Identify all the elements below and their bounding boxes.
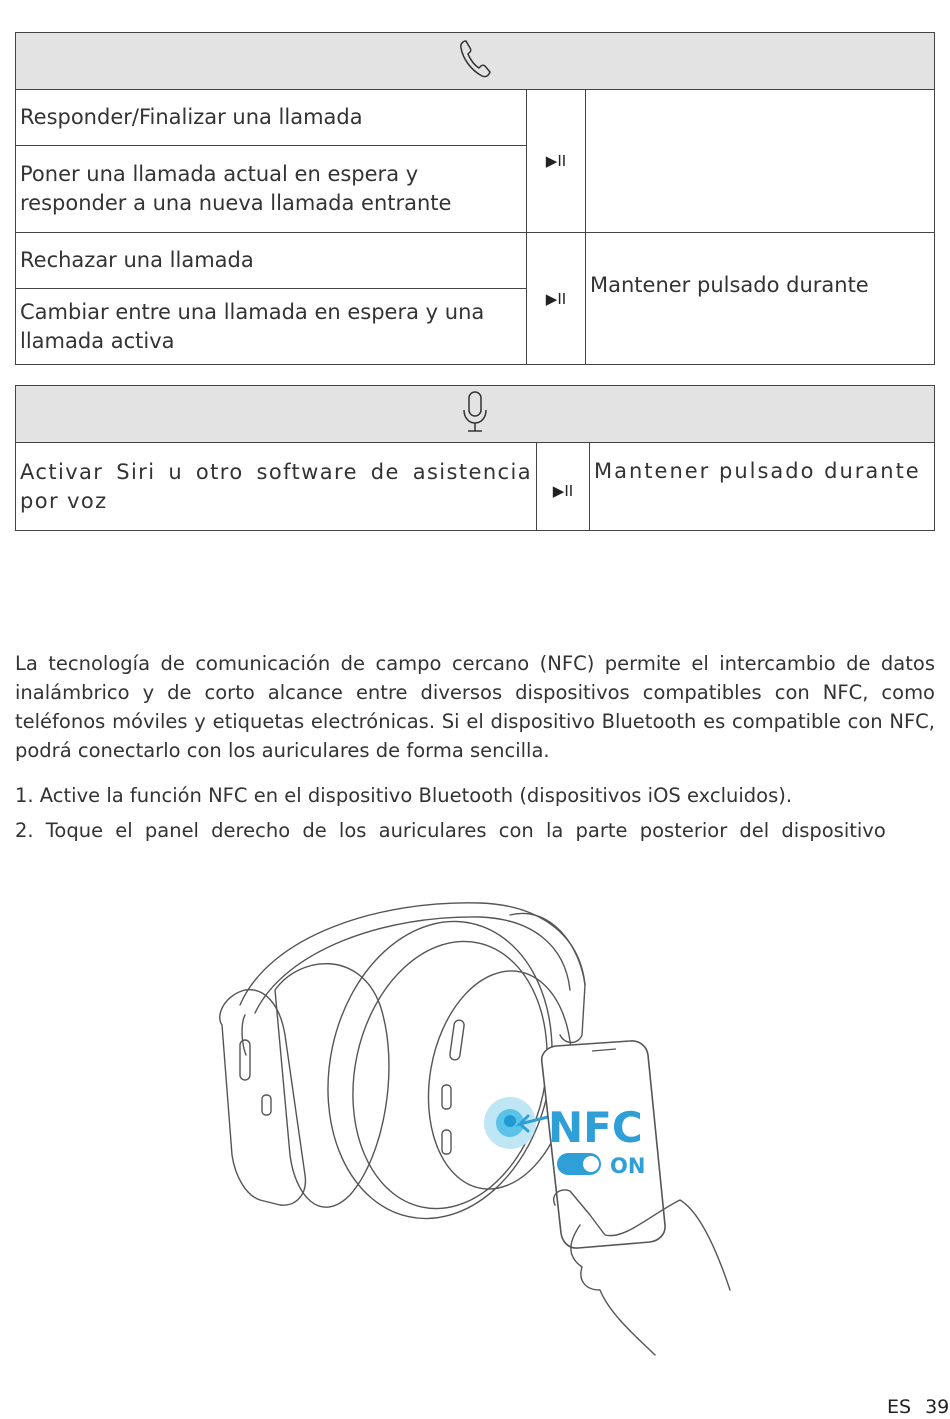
nfc-label: NFC: [548, 1103, 643, 1152]
play-pause-button-symbol: ▶II: [527, 233, 586, 365]
press-note-empty: [586, 90, 935, 233]
page-footer: [887, 1396, 950, 1418]
page-number: 39: [925, 1396, 950, 1418]
press-note-hold: Mantener pulsado durante: [586, 233, 935, 365]
action-switch-calls: Cambiar entre una llamada en espera y una llamada activa: [16, 289, 527, 365]
nfc-step-1: 1. Active la función NFC en el dispositivo Bluetooth (dispositivos iOS excluidos).: [15, 784, 793, 807]
action-answer-end-call: Responder/Finalizar una llamada: [16, 90, 527, 146]
right-earcup: [301, 900, 579, 1239]
voice-assistant-table: [15, 385, 935, 531]
nfc-toggle-label: ON: [610, 1154, 646, 1178]
call-table-header: [16, 33, 935, 90]
voice-table-header: [16, 386, 935, 443]
headphones-nfc-illustration: [210, 895, 770, 1365]
action-reject-call: Rechazar una llamada: [16, 233, 527, 289]
play-pause-button-symbol: ▶II: [537, 443, 590, 531]
nfc-step-2: 2. Toque el panel derecho de los auriculares con la parte posterior del dispositivo: [15, 819, 886, 842]
call-controls-table: [15, 32, 935, 365]
footer-language: ES: [887, 1396, 912, 1418]
action-activate-siri: Activar Siri u otro software de asistencia por voz: [16, 443, 537, 531]
phone-icon: [457, 37, 493, 81]
nfc-description: La tecnología de comunicación de campo cercano (NFC) permite el intercambio de datos inalámbrico y de corto alcance entre diversos dispositivos compatibles con NFC, como teléfonos móviles y etiquetas electrónicas. Si el dispositivo Bluetooth es compatible con NFC, podrá conectarlo con los auriculares de forma sencilla.: [15, 652, 935, 762]
action-hold-and-answer: Poner una llamada actual en espera y responder a una nueva llamada entrante: [16, 146, 527, 233]
play-pause-button-symbol: ▶II: [527, 90, 586, 233]
press-note-hold: Mantener pulsado durante: [590, 443, 935, 531]
microphone-icon: [460, 388, 490, 436]
